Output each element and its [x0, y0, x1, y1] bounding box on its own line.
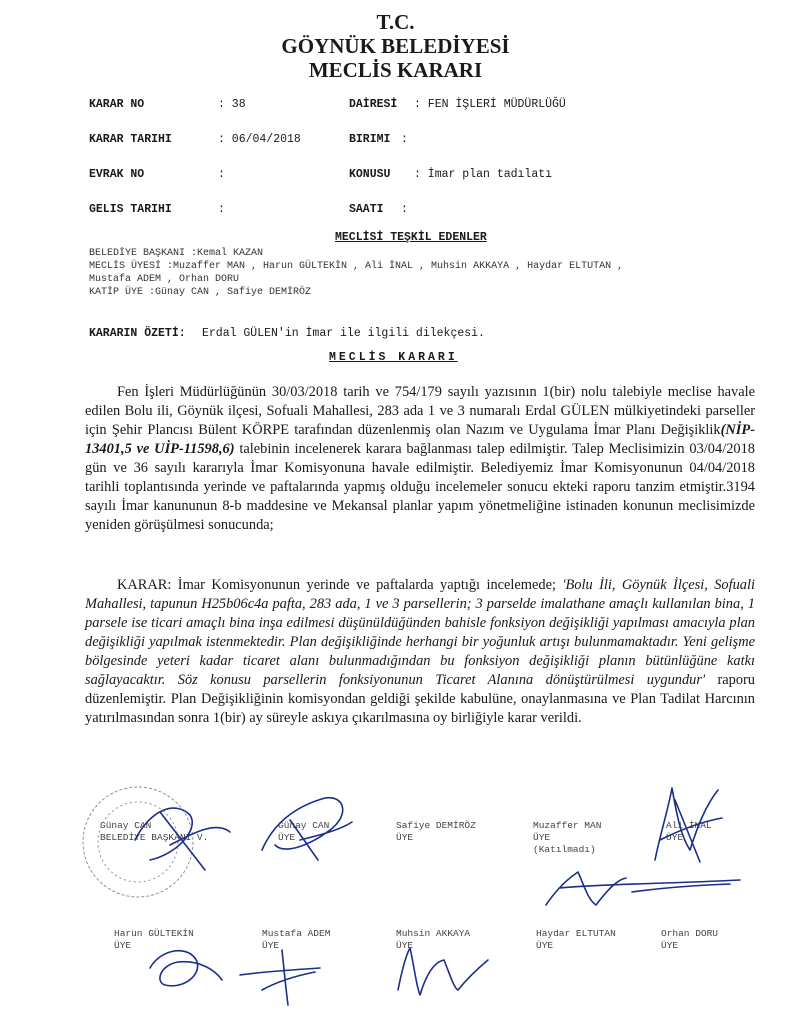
- signature-name: Mustafa ADEM: [262, 928, 331, 939]
- signature-name: Ali İNAL: [666, 820, 712, 831]
- decision-paragraph-1: [85, 383, 755, 535]
- decision-heading: MECLİS KARARI: [329, 351, 458, 364]
- konusu-label: KONUSU: [349, 168, 391, 181]
- signature-name: Orhan DORU: [661, 928, 719, 939]
- council-clerks: KATİP ÜYE :Günay CAN , Safiye DEMİRÖZ: [89, 287, 312, 298]
- paragraph2-text-a: KARAR: İmar Komisyonunun yerinde ve paftalarda yaptığı incelemede;: [117, 577, 563, 593]
- signature-block-member-doru: [661, 928, 718, 952]
- absence-note: (Katılmadı): [533, 844, 596, 855]
- header-decision-title: MECLİS KARARI: [308, 58, 483, 82]
- signature-role: ÜYE: [536, 940, 554, 951]
- paragraph2-text-b: raporu düzenlemiştir. Plan Değişikliğinin komisyondan geldiği şekilde kabulüne, onaylanmasına ve Plan Tadilat Harcının yatırılmasından sonra 1(bir) ay süreyle askıya çıkarılmasına oy birliğiyle karar verildi.: [85, 672, 756, 726]
- signature-role: BELEDİYE BAŞKANI V.: [100, 832, 209, 843]
- gelis-tarihi-value: :: [218, 203, 225, 216]
- signature-block-member-akkaya: [396, 928, 470, 952]
- evrak-no-label: EVRAK NO: [89, 168, 145, 181]
- signature-name: Günay CAN: [100, 820, 152, 831]
- karar-tarihi-label: KARAR TARIHI: [89, 133, 172, 146]
- signature-role: ÜYE: [661, 940, 679, 951]
- paragraph1-text-a: Fen İşleri Müdürlüğünün 30/03/2018 tarih ve 754/179 sayılı yazısının 1(bir) nolu talebiyle meclise havale edilen Bolu ili, Göynük ilçesi, Sofuali Mahallesi, 283 ada 1 ve 3 numaralı Erdal GÜLEN mülkiyetindeki parseller için Şehir Plancısı Bülent KÖRPE tarafından düzenlenmiş olan Nazım ve Uygulama İmar Planı Değişiklik: [85, 384, 755, 438]
- decision-paragraph-2: [85, 576, 755, 728]
- signature-role: ÜYE: [396, 832, 414, 843]
- council-members-line1: MECLİS ÜYESİ :Muzaffer MAN , Harun GÜLTEKİN , Ali İNAL , Muhsin AKKAYA , Haydar ELTUTAN ,: [89, 261, 624, 272]
- birimi-label: BIRIMI: [349, 133, 391, 146]
- signature-member-akkaya-ink: [398, 948, 488, 995]
- signature-name: Muhsin AKKAYA: [396, 928, 471, 939]
- council-heading: MECLİSİ TEŞKİL EDENLER: [335, 231, 487, 244]
- council-president: BELEDİYE BAŞKANI :Kemal KAZAN: [89, 248, 264, 259]
- karar-tarihi-value: : 06/04/2018: [218, 133, 301, 146]
- signature-name: Muzaffer MAN: [533, 820, 602, 831]
- plan-code-emphasis: (NİP-13401,5 ve UİP-11598,6): [85, 422, 755, 457]
- signature-role: ÜYE: [262, 940, 280, 951]
- signature-name: Harun GÜLTEKİN: [114, 928, 194, 939]
- signature-block-member-gultekin: [114, 928, 194, 952]
- birimi-value: :: [401, 133, 408, 146]
- signature-role: ÜYE: [278, 832, 296, 843]
- signature-block-member-eltutan: [536, 928, 616, 952]
- summary-text: Erdal GÜLEN'in İmar ile ilgili dilekçesi.: [202, 327, 485, 340]
- saati-label: SAATI: [349, 203, 384, 216]
- signature-name: Haydar ELTUTAN: [536, 928, 616, 939]
- konusu-value: : İmar plan tadılatı: [414, 168, 553, 181]
- dairesi-label: DAİRESİ: [349, 98, 398, 111]
- signature-member-gultekin-ink: [150, 951, 222, 986]
- signature-role: ÜYE: [396, 940, 414, 951]
- gelis-tarihi-label: GELIS TARIHI: [89, 203, 172, 216]
- signature-block-clerk-1: [278, 820, 329, 844]
- signature-block-member-inal: [666, 820, 712, 844]
- signature-block-clerk-2: [396, 820, 476, 844]
- signature-member-eltutan-ink: [546, 872, 740, 905]
- signature-member-adem-ink: [240, 950, 320, 1005]
- signature-block-deputy-mayor: [100, 820, 208, 844]
- council-members-line2: Mustafa ADEM , Orhan DORU: [89, 274, 240, 285]
- signature-name: Günay CAN: [278, 820, 330, 831]
- signature-name: Safiye DEMİRÖZ: [396, 820, 476, 831]
- evrak-no-value: :: [218, 168, 225, 181]
- signature-block-member-man: [533, 820, 601, 856]
- signature-role: ÜYE: [666, 832, 684, 843]
- paragraph1-text-b: talebinin incelenerek karara bağlanması talep edilmiştir. Talep Meclisimizin 03/04/2018 gün ve 36 sayılı kararıyla İmar Komisyonuna havale edilmiştir. Belediyemiz İmar Komisyonunun 04/04/2018 tarihli toplantısında yerinde ve paftalarında yapmış olduğu incelemeler sonucu ekteki raporu tanzim etmiştir.3194 sayılı İmar kanununun 8-b maddesine ve Mekansal planlar yapım yönetmeliğine istinaden konunun meclisimizde yeniden görüşülmesi sonucunda;: [85, 441, 755, 533]
- signature-role: ÜYE: [114, 940, 132, 951]
- karar-no-value: : 38: [218, 98, 246, 111]
- dairesi-value: : FEN İŞLERİ MÜDÜRLÜĞÜ: [414, 98, 566, 111]
- signature-block-member-adem: [262, 928, 330, 952]
- karar-no-label: KARAR NO: [89, 98, 145, 111]
- header-municipality: GÖYNÜK BELEDİYESİ: [281, 34, 510, 58]
- commission-report-quote: 'Bolu İli, Göynük İlçesi, Sofuali Mahallesi, tapunun H25b06c4a pafta, 283 ada, 1 ve 3 parsellerin; 3 parselde imalathane amaçlı kullanılan bina, 1 parsele ise ticari amaçlı bina inşa edilmesi düşünüldüğünden bahisle fonksiyon değişikliği yapılması amacıyla plan değişikliği yapılmak istenmektedir. Plan değişikliğinde herhangi bir yoğunluk artışı bulunmamaktadır. Yeni gelişme bölgesinde yeteri kadar ticaret alanı bulunmadığından bu fonksiyon değişikliği planın bütünlüğüne katkı sağlayacaktır. Söz konusu parsellerin fonksiyonunun Ticaret Alanına dönüştürülmesi uygundur': [85, 577, 756, 688]
- header-tc: T.C.: [376, 10, 415, 34]
- signature-role: ÜYE: [533, 832, 551, 843]
- summary-label: KARARIN ÖZETİ:: [89, 327, 186, 340]
- saati-value: :: [401, 203, 408, 216]
